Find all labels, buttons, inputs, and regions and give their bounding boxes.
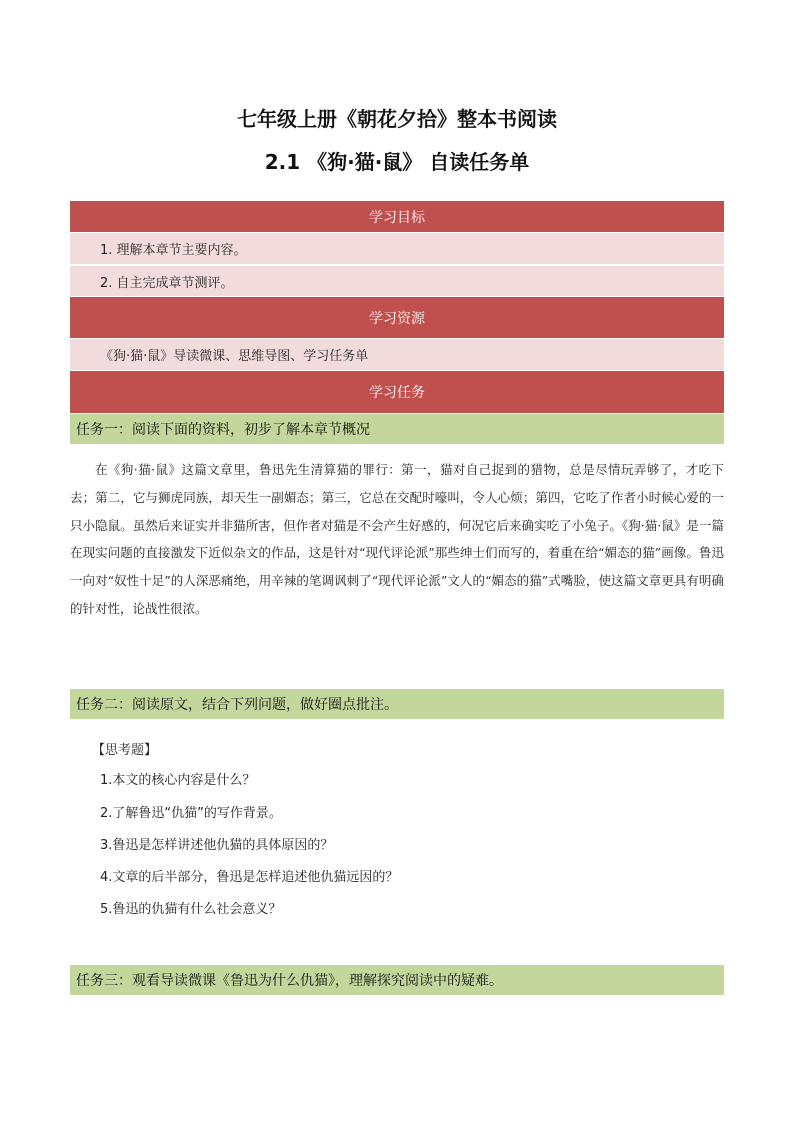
task1-paragraph: 在《狗·猫·鼠》这篇文章里，鲁迅先生清算猫的罪行：第一，猫对自己捉到的猎物，总是尽情玩弄够了，才吃下去；第二，它与狮虎同族，却天生一副媚态；第三，它总在交配时嚎叫，令人心烦；第四，它吃了作者小时候心爱的一只小隐鼠。虽然后来证实并非猫所害，但作者对猫是不会产生好感的，何况它后来确实吃了小兔子。《狗·猫·鼠》是一篇在现实问题的直接激发下近似杂文的作品，这是针对“现代评论派”那些绅士们而写的，着重在给“媚态的猫”画像。鲁迅一向对“奴性十足”的人深恶痛绝，用辛辣的笔调讽刺了“现代评论派”文人的“媚态的猫”式嘴脸，使这篇文章更具有明确的针对性，论战性很浓。 bbox=[70, 462, 724, 616]
task2-label: 任务二：阅读原文，结合下列问题，做好圈点批注。 bbox=[70, 689, 724, 719]
question-5: 5.鲁迅的仇猫有什么社会意义？ bbox=[100, 902, 282, 917]
resources-text: 《狗·猫·鼠》导读微课、思维导图、学习任务单 bbox=[70, 339, 724, 370]
questions-heading: 【思考题】 bbox=[92, 743, 158, 758]
question-2: 2.了解鲁迅“仇猫”的写作背景。 bbox=[100, 806, 282, 821]
objective-item-1: 1. 理解本章节主要内容。 bbox=[70, 233, 724, 265]
task3-label: 任务三：观看导读微课《鲁迅为什么仇猫》，理解探究阅读中的疑难。 bbox=[70, 965, 724, 995]
objectives-heading: 学习目标 bbox=[70, 201, 724, 232]
question-4: 4.文章的后半部分，鲁迅是怎样追述他仇猫远因的？ bbox=[100, 870, 399, 885]
document-title: 七年级上册《朝花夕拾》整本书阅读 bbox=[237, 107, 557, 131]
tasks-heading: 学习任务 bbox=[70, 371, 724, 413]
task1-label: 任务一：阅读下面的资料，初步了解本章节概况 bbox=[70, 414, 724, 444]
question-1: 1.本文的核心内容是什么？ bbox=[100, 773, 256, 788]
resources-heading: 学习资源 bbox=[70, 297, 724, 338]
question-3: 3.鲁迅是怎样讲述他仇猫的具体原因的？ bbox=[100, 838, 334, 853]
objective-item-2: 2. 自主完成章节测评。 bbox=[70, 266, 724, 296]
document-subtitle: 2.1 《狗·猫·鼠》 自读任务单 bbox=[264, 150, 530, 174]
